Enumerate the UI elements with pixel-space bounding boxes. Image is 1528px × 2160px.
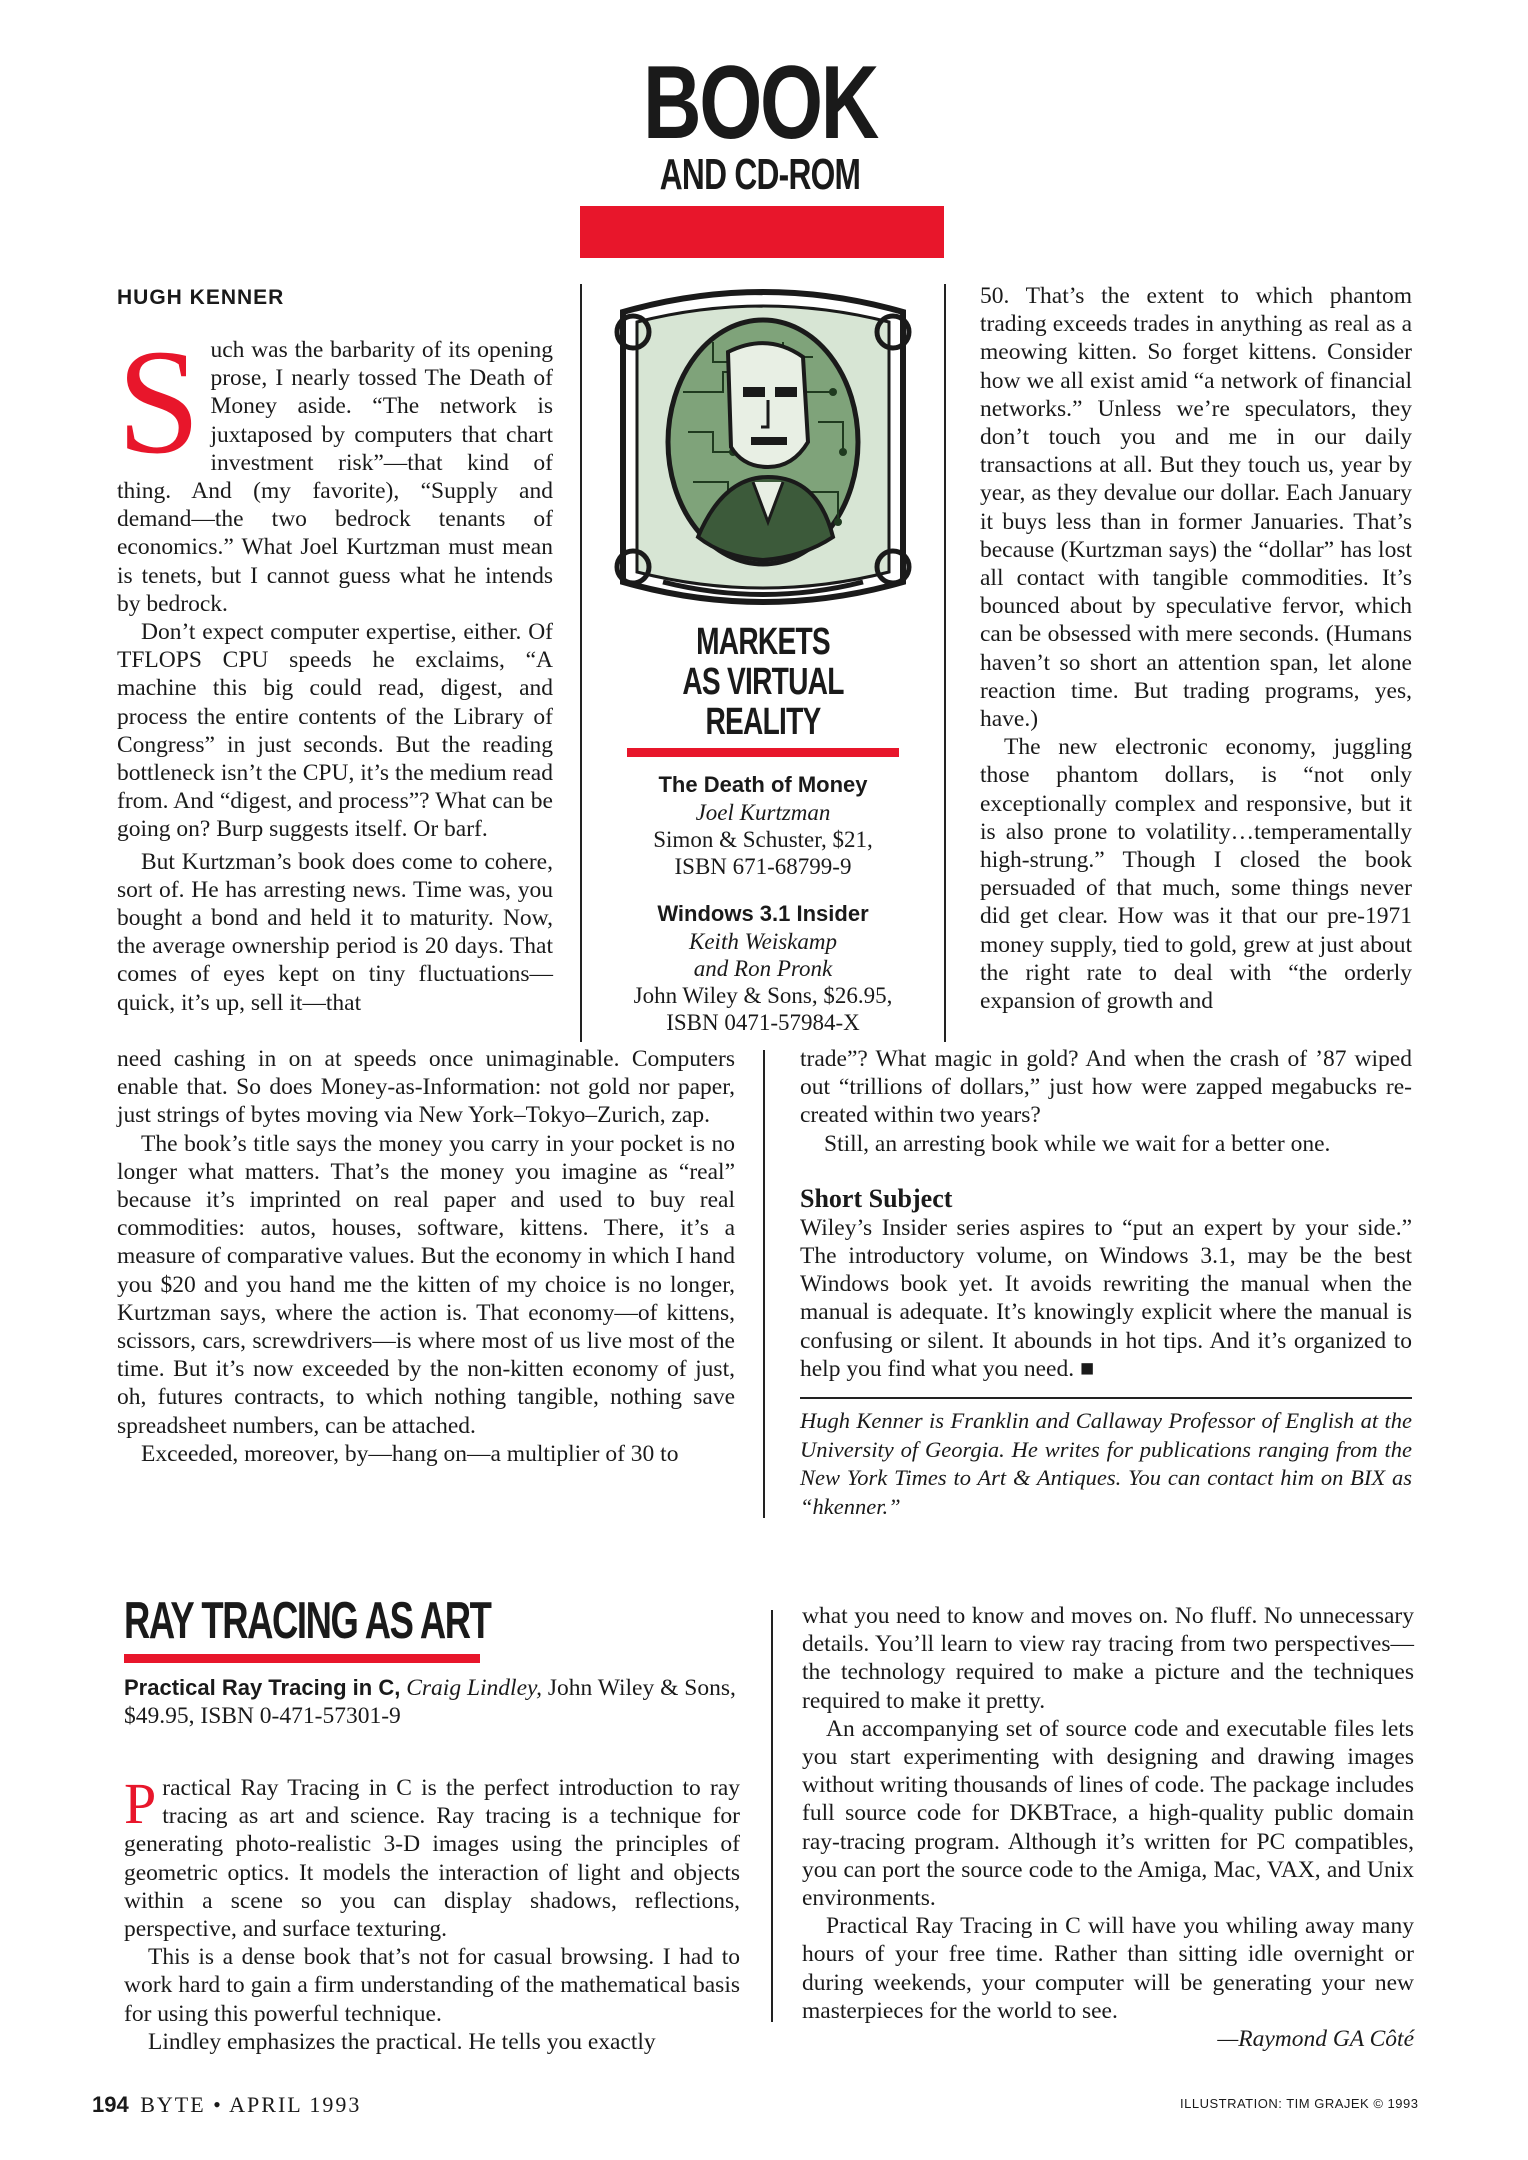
- review2-paragraph-3a: Lindley emphasizes the practical. He tells you exactly: [148, 2028, 656, 2055]
- review1-paragraph-3b: need cashing in on at speeds once unimaginable. Computers enable that. So does Money-as-Information: not gold nor paper, just strings of bytes moving via New York–Tokyo–Zurich, zap.: [117, 1046, 735, 1129]
- author-bio: Hugh Kenner is Franklin and Callaway Professor of English at the University of Georgia. He writes for publications ranging from the New York Times to Art & Antiques. You can contact him on BIX as “hkenner.”: [800, 1408, 1412, 1519]
- review2-paragraph-4: An accompanying set of source code and executable files lets you start experimenting with designing and drawing images without writing thousands of lines of code. The package includes full source code for DKBTrace, a high-quality public domain ray-tracing program. Although it’s written for PC compatibles, you can port the source code to the Amiga, Mac, VAX, and Unix environments.: [802, 1715, 1414, 1912]
- book1-publisher: Simon & Schuster, $21,: [653, 827, 873, 852]
- header-red-bar: [580, 206, 944, 258]
- column-rule-right: [944, 284, 946, 1042]
- column-rule-left: [580, 284, 582, 1042]
- review1-paragraph-1: Such was the barbarity of its opening prose, I nearly tossed The Death of Money aside. “The network is juxtaposed by computers that chart investment risk”—that kind of thing. And (my favorite), “Supply and demand—the two bedrock tenants of economics.” What Joel Kurtzman must mean is tenets, but I cannot guess what he intends by bedrock.: [117, 319, 553, 617]
- short-subject-heading: Short Subject: [800, 1183, 953, 1213]
- sidebar-heading-line2: AS VIRTUAL REALITY: [682, 661, 844, 743]
- short-subject-text: Wiley’s Insider series aspires to “put an expert by your side.” The introductory volume, on Windows 3.1, may be the best Windows book yet. It avoids rewriting the manual when the manual is adequate. It’s knowingly explicit where the manual is confusing or silent. It abounds in hot tips. And it’s organized to help you find what you need. ■: [800, 1214, 1412, 1382]
- illustration-credit: ILLUSTRATION: TIM GRAJEK © 1993: [1180, 2096, 1419, 2111]
- review1-paragraph-5: Exceeded, moreover, by—hang on—a multiplier of 30 to: [141, 1440, 679, 1467]
- dropcap-p: P: [124, 1771, 157, 1836]
- section-title: BOOK: [643, 45, 877, 161]
- review2-red-rule: [124, 1654, 480, 1663]
- review2-paragraph-5: Practical Ray Tracing in C will have you whiling away many hours of your free time. Rather than sitting idle overnight or during weekends, your computer will be generating your new masterpieces for the world to see.: [802, 1913, 1414, 2024]
- page-footer: [92, 2092, 361, 2118]
- sidebar-red-rule: [627, 748, 899, 757]
- review1-right-paragraph-3: Still, an arresting book while we wait for a better one.: [824, 1130, 1331, 1157]
- book1-title: The Death of Money: [658, 772, 868, 797]
- page-number: 194: [92, 2092, 129, 2117]
- column-rule-ray: [771, 1610, 773, 2022]
- column-rule-lower: [763, 1050, 765, 1518]
- book1-isbn: ISBN 671-68799-9: [674, 854, 852, 879]
- review1-right-paragraph-2b: trade”? What magic in gold? And when the crash of ’87 wiped out “trillions of dollars,” just how were zapped megabucks re-created within two years?: [800, 1046, 1412, 1129]
- sidebar-heading-line1: MARKETS: [696, 621, 830, 663]
- review2-book-title: Practical Ray Tracing in C,: [124, 1675, 401, 1700]
- review2-paragraph-1: Practical Ray Tracing in C is the perfect introduction to ray tracing as art and science. Ray tracing is a technique for generating photo-realistic 3-D images using the principles of geometric optics. It models the interaction of light and objects within a scene so you can display shadows, reflections, perspective, and surface texturing.: [124, 1771, 740, 1943]
- book2-isbn: ISBN 0471-57984-X: [666, 1010, 860, 1035]
- review1-lower-right: [800, 1045, 1412, 1521]
- review1-paragraph-2: Don’t expect computer expertise, either. Of TFLOPS CPU speeds he exclaims, “A machine this big could read, digest, and process the entire contents of the Library of Congress” in just seconds. But the reading bottleneck isn’t the CPU, it’s the medium read from. And “digest, and process”? What can be going on? Burp suggests itself. Or barf.: [117, 619, 553, 843]
- review2-credit: —Raymond GA Côté: [1217, 2026, 1414, 2053]
- book1-author: Joel Kurtzman: [695, 800, 831, 825]
- review1-left-column: [117, 319, 553, 1017]
- section-subtitle: AND CD-ROM: [659, 150, 861, 199]
- review1-right-paragraph-1: 50. That’s the extent to which phantom trading exceeds trades in anything as real as a meowing kitten. So forget kittens. Consider how we all exist amid “a network of financial networks.” Unless we’re speculators, they don’t touch you and me in our daily transactions at all. But they touch us, year by year, as they devalue our dollar. Each January it buys less than in former Januaries. That’s because (Kurtzman says) the “dollar” has lost all contact with tangible commodities. It’s bounced about by speculative fervor, which can be obsessed with mere seconds. (Humans haven’t so short an attention span, let alone reaction time. But trading programs, yes, have.): [980, 283, 1412, 733]
- review1-right-column: [980, 282, 1412, 1015]
- author-byline: HUGH KENNER: [117, 286, 285, 309]
- review2-paragraph-3b: what you need to know and moves on. No fluff. No unnecessary details. You’ll learn to view ray tracing from two perspectives—the technology required to make a picture and the techniques required to make it pretty.: [802, 1603, 1414, 1714]
- review2-heading: RAY TRACING AS ART: [124, 1592, 491, 1650]
- review1-lower-left: [117, 1045, 735, 1468]
- book2-author2: and Ron Pronk: [693, 956, 833, 981]
- review2-book-info: [124, 1674, 740, 1730]
- review2-right-column: [802, 1602, 1414, 2053]
- review1-paragraph-3a: But Kurtzman’s book does come to cohere, sort of. He has arresting news. Time was, you bought a bond and held it to maturity. Now, the average ownership period is 20 days. That comes of eyes kept on tiny fluctuations—quick, it’s up, sell it—that: [117, 848, 553, 1016]
- book2-title: Windows 3.1 Insider: [657, 901, 869, 926]
- review2-book-details: John Wiley & Sons, $49.95, ISBN 0-471-57301-9: [124, 1675, 736, 1729]
- magazine-issue: BYTE • APRIL 1993: [140, 2092, 362, 2117]
- dropcap-s: S: [117, 319, 201, 485]
- book2-author1: Keith Weiskamp: [689, 929, 837, 954]
- sidebar-book-info: [592, 282, 934, 1036]
- review2-paragraph-2: This is a dense book that’s not for casual browsing. I had to work hard to gain a firm understanding of the mathematical basis for using this powerful technique.: [124, 1944, 740, 2027]
- review1-paragraph-4: The book’s title says the money you carry in your pocket is no longer what matters. That’s the money you imagine as “real” because it’s imprinted on real paper and used to buy real commodities: autos, houses, software, kittens. There, it’s a measure of comparative values. But the economy in which I hand you $20 and you hand me the kitten of my choice is no longer, Kurtzman says, where the action is. That economy—of kittens, scissors, cars, screwdrivers—is where most of us live most of the time. But it’s now exceeded by the non-kitten economy of just, oh, futures contracts, to which nothing tangible, nothing save spreadsheet numbers, can be attached.: [117, 1130, 735, 1439]
- review1-right-paragraph-2: The new electronic economy, juggling those phantom dollars, is “not only exceptionally complex and responsive, but it is also prone to volatility…temperamentally high-strung.” Though I closed the book persuaded of that much, some things never did get clear. How was it that our pre-1971 money supply, tied to gold, grew at just about the right rate to deal with “the orderly expansion of growth and: [980, 734, 1412, 1015]
- dollar-bill-robot-portrait-icon: [603, 282, 923, 612]
- book2-publisher: John Wiley & Sons, $26.95,: [633, 983, 893, 1008]
- bio-divider: [800, 1397, 1412, 1399]
- review2-book-author: Craig Lindley,: [406, 1675, 543, 1701]
- review2-left-column: [124, 1771, 740, 2056]
